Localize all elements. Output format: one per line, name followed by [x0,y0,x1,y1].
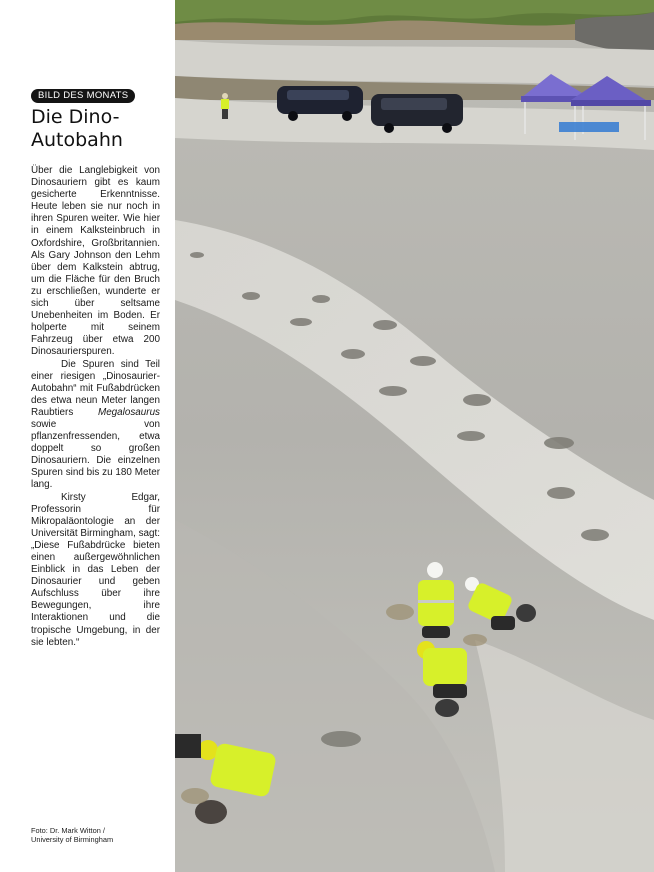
paragraph-2-part-b: sowie von pflanzenfressenden, etwa doppelt so großen Dinosauriern. Die einzelnen Spuren sind bis zu 180 Meter lang. [31,418,160,491]
headline-line-2: Autobahn [31,129,123,151]
paragraph-3: Kirsty Edgar, Professorin für Mikropaläontologie an der Universität Birmingham, sagt: „Diese Fußabdrücke bieten einen außergewöhnlichen Einblick in das Leben der Dinosaurier und geben Aufschluss über ihre Bewegungen, ihre Interaktionen und die tropische Umgebung, in der sie lebten.“ [31,491,160,648]
paragraph-2-part-a: Die Spuren sind Teil einer riesigen „Dinosaurier-Autobahn“ mit Fußabdrücken des etwa neun Meter langen Raubtiers [31,358,160,418]
species-name: Megalosaurus [97,406,160,418]
paragraph-1: Über die Langlebigkeit von Dinosauriern gibt es kaum gesicherte Erkenntnisse. Heute leben sie nur noch in ihren Spuren weiter. Wie hier in einem Kalksteinbruch in Oxfordshire, Großbritannien. Als Gary Johnson den Lehm über dem Kalkstein abtrug, um die Fläche für den Bruch zu erschließen, wunderte er sich über seltsame Unebenheiten im Boden. Er holperte mit seinem Fahrzeug über etwa 200 Dinosaurierspuren. [31,165,160,358]
headline [31,106,171,152]
paragraph-2 [31,359,160,492]
photo-credit [31,826,171,844]
credit-line-2: University of Birmingham [31,835,114,844]
quarry-photo [175,0,654,872]
article-body [31,165,160,649]
quarry-photo-illustration [175,0,654,872]
worker-distant [221,93,229,119]
article-column [0,0,175,872]
headline-line-1: Die Dino- [31,106,120,128]
section-badge: BILD DES MONATS [31,89,135,103]
credit-line-1: Foto: Dr. Mark Witton / [31,826,105,835]
